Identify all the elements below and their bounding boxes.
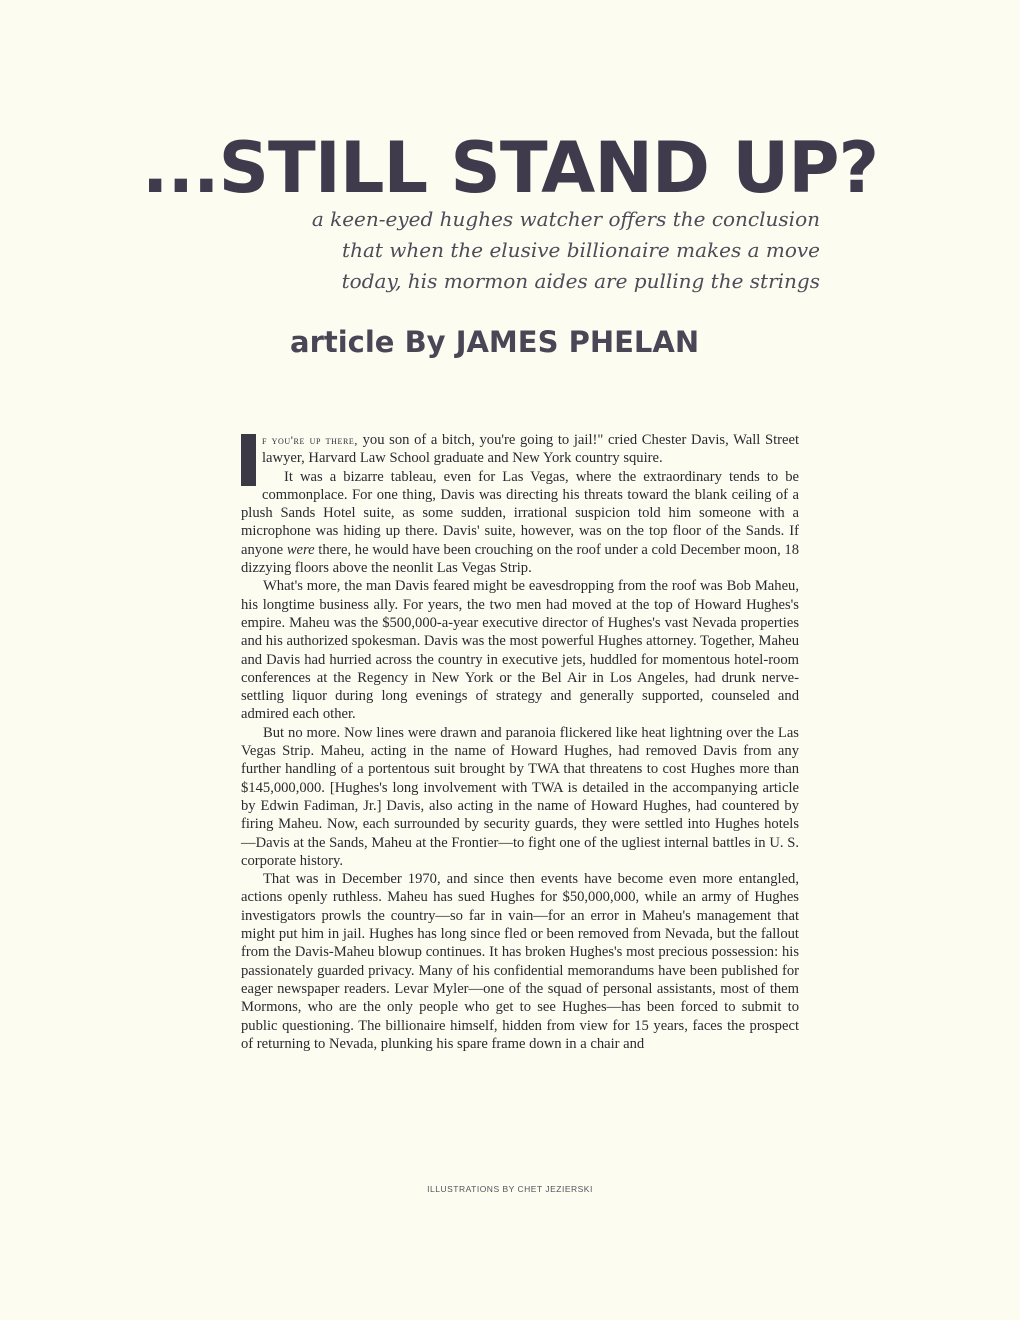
byline xyxy=(290,322,750,362)
illustration-credit: ILLUSTRATIONS BY CHET JEZIERSKI xyxy=(427,1184,593,1194)
paragraph-text: It was a bizarre tableau, even for Las Vegas, where the extraordinary tends to be commonplace. For one thing, Davis was directing his threats toward the blank ceiling of a plush Sands Hotel suite, as some sudden, irrational suspicion told him someone with a microphone was hiding up there. Davis' suite, however, was on the top floor of the Sands. If anyone xyxy=(241,468,799,558)
article-body xyxy=(241,431,799,1053)
deck-subtitle xyxy=(200,204,820,297)
lead-in: f you're up there, xyxy=(262,433,358,447)
paragraph-text: you son of a bitch, you're going to jail!" cried Chester Davis, Wall Street lawyer, Harvard Law School graduate and New York country squire. xyxy=(262,432,799,467)
article-paragraph: What's more, the man Davis feared might be eavesdropping from the roof was Bob Maheu, his longtime business ally. For years, the two men had moved at the top of Howard Hughes's empire. Maheu was the $500,000-a-year executive director of Hughes's vast Nevada properties and his authorized spokesman. Davis was the most powerful Hughes attorney. Together, Maheu and Davis had hurried across the country in executive jets, huddled for momentous hotel-room conferences at the Regency in New York or the Bel Air in Los Angeles, had drunk nerve-settling liquor during long evenings of strategy and generally supported, counseled and admired each other. xyxy=(241,578,799,723)
paragraph-text: there, he would have been crouching on the roof under a cold December moon, 18 dizzying floors above the neonlit Las Vegas Strip. xyxy=(241,541,800,577)
deck-line: that when the elusive billionaire makes a move xyxy=(342,238,820,262)
drop-cap xyxy=(241,434,256,486)
article-paragraph: But no more. Now lines were drawn and paranoia flickered like heat lightning over the Las Vegas Strip. Maheu, acting in the name of Howard Hughes, had removed Davis from any further handling of a portentous suit brought by TWA that threatens to cost Hughes more than $145,000,000. [Hughes's long involvement with TWA is detailed in the accompanying article by Edwin Fadiman, Jr.] Davis, also acting in the name of Howard Hughes, had countered by firing Maheu. Now, each surrounded by security guards, they were settled into Hughes hotels—Davis at the Sands, Maheu at the Frontier—to fight one of the ugliest internal battles in U. S. corporate history. xyxy=(241,724,799,869)
article-paragraph xyxy=(241,431,799,468)
emphasis-text: were xyxy=(286,541,315,558)
deck-line: a keen-eyed hughes watcher offers the conclusion xyxy=(311,207,820,231)
article-paragraph: That was in December 1970, and since then events have become even more entangled, actions openly ruthless. Maheu has sued Hughes for $50,000,000, while an army of Hughes investigators prowls the country—so far in vain—for an error in Maheu's management that might put him in jail. Hughes has long since fled or been removed from Nevada, but the fallout from the Davis-Maheu blowup continues. It has broken Hughes's most precious possession: his passionately guarded privacy. Many of his confidential memorandums have been published for eager newspaper readers. Levar Myler—one of the squad of personal assistants, most of them Mormons, who are the only people who get to see Hughes—has been forced to submit to public questioning. The billionaire himself, hidden from view for 15 years, faces the prospect of returning to Nevada, plunking his spare frame down in a chair and xyxy=(241,871,799,1052)
article-paragraph xyxy=(241,468,799,578)
byline-prefix: article By xyxy=(290,325,446,359)
deck-line: today, his mormon aides are pulling the strings xyxy=(341,269,820,293)
byline-author: JAMES PHELAN xyxy=(455,325,700,359)
headline: ...STILL STAND UP? xyxy=(141,127,879,209)
